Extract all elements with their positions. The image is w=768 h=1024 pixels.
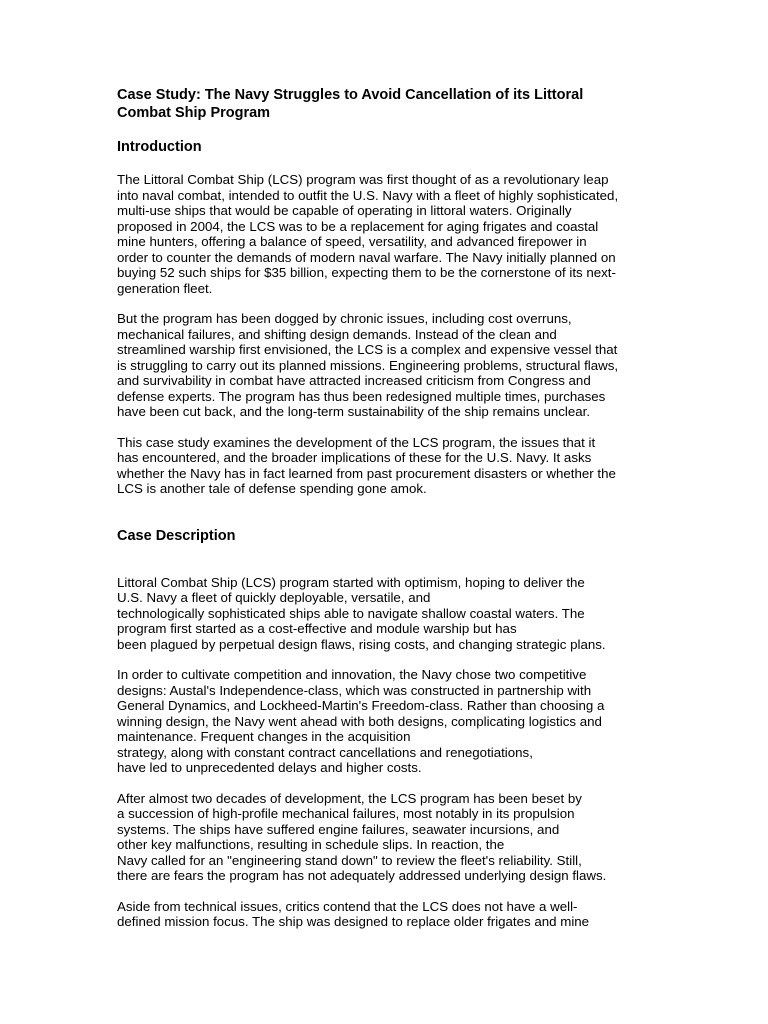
text-line: multi-use ships that would be capable of operating in littoral waters. Originally: [117, 203, 572, 218]
text-line: systems. The ships have suffered engine failures, seawater incursions, and: [117, 821, 560, 837]
case-description-heading: Case Description: [117, 527, 236, 544]
title-line: Combat Ship Program: [117, 105, 271, 121]
title-line: Case Study: The Navy Struggles to Avoid Cancellation of its Littoral: [117, 87, 584, 103]
paragraph: [117, 172, 657, 296]
text-line: been plagued by perpetual design flaws, rising costs, and changing strategic plans.: [117, 636, 606, 652]
text-line: Aside from technical issues, critics contend that the LCS does not have a well-: [117, 898, 578, 914]
paragraph: [117, 311, 657, 420]
introduction-heading: Introduction: [117, 139, 202, 155]
paragraph: [117, 791, 657, 884]
paragraph: [117, 667, 657, 776]
text-line: into naval combat, intended to outfit the U.S. Navy with a fleet of highly sophisticated,: [117, 187, 619, 203]
text-line: But the program has been dogged by chronic issues, including cost overruns,: [117, 311, 572, 326]
text-line: have led to unprecedented delays and higher costs.: [117, 760, 422, 775]
text-line: Littoral Combat Ship (LCS) program started with optimism, hoping to deliver the: [117, 574, 585, 590]
text-line: program first started as a cost-effective and module warship but has: [117, 621, 517, 636]
text-line: This case study examines the development of the LCS program, the issues that it: [117, 434, 596, 450]
text-line: maintenance. Frequent changes in the acquisition: [117, 729, 411, 744]
document-page: [117, 86, 657, 945]
text-line: other key malfunctions, resulting in schedule slips. In reaction, the: [117, 837, 505, 852]
text-line: is struggling to carry out its planned missions. Engineering problems, structural flaws,: [117, 357, 619, 373]
text-line: defined mission focus. The ship was designed to replace older frigates and mine: [117, 914, 590, 929]
text-line: In order to cultivate competition and innovation, the Navy chose two competitive: [117, 667, 587, 682]
text-line: LCS is another tale of defense spending gone amok.: [117, 481, 427, 496]
text-line: whether the Navy has in fact learned from past procurement disasters or whether the: [117, 465, 616, 481]
text-line: proposed in 2004, the LCS was to be a replacement for aging frigates and coastal: [117, 218, 599, 234]
text-line: designs: Austal's Independence-class, which was constructed in partnership with: [117, 682, 592, 698]
text-line: technologically sophisticated ships able to navigate shallow coastal waters. The: [117, 605, 585, 621]
text-line: mine hunters, offering a balance of speed, versatility, and advanced firepower in: [117, 234, 587, 249]
text-line: and survivability in combat have attracted increased criticism from Congress and: [117, 373, 591, 388]
text-line: defense experts. The program has thus been redesigned multiple times, purchases: [117, 388, 606, 404]
text-line: a succession of high-profile mechanical failures, most notably in its propulsion: [117, 806, 575, 821]
text-line: Navy called for an "engineering stand down" to review the fleet's reliability. Still,: [117, 852, 582, 868]
text-line: winning design, the Navy went ahead with both designs, complicating logistics and: [117, 713, 602, 729]
text-line: After almost two decades of development, the LCS program has been beset by: [117, 790, 582, 806]
paragraph: [117, 575, 657, 653]
text-line: there are fears the program has not adequately addressed underlying design flaws.: [117, 868, 607, 883]
text-line: mechanical failures, and shifting design demands. Instead of the clean and: [117, 326, 557, 342]
text-line: The Littoral Combat Ship (LCS) program was first thought of as a revolutionary leap: [117, 172, 609, 187]
text-line: General Dynamics, and Lockheed-Martin's Freedom-class. Rather than choosing a: [117, 698, 605, 713]
document-title: [117, 86, 657, 122]
text-line: streamlined warship first envisioned, the LCS is a complex and expensive vessel that: [117, 342, 618, 357]
text-line: strategy, along with constant contract cancellations and renegotiations,: [117, 744, 533, 760]
text-line: order to counter the demands of modern naval warfare. The Navy initially planned on: [117, 249, 616, 265]
text-line: generation fleet.: [117, 280, 213, 296]
text-line: buying 52 such ships for $35 billion, expecting them to be the cornerstone of its next-: [117, 265, 616, 280]
text-line: has encountered, and the broader implications of these for the U.S. Navy. It asks: [117, 450, 592, 465]
paragraph: [117, 435, 657, 497]
paragraph: [117, 899, 657, 930]
text-line: have been cut back, and the long-term sustainability of the ship remains unclear.: [117, 404, 591, 419]
text-line: U.S. Navy a fleet of quickly deployable, versatile, and: [117, 590, 431, 605]
